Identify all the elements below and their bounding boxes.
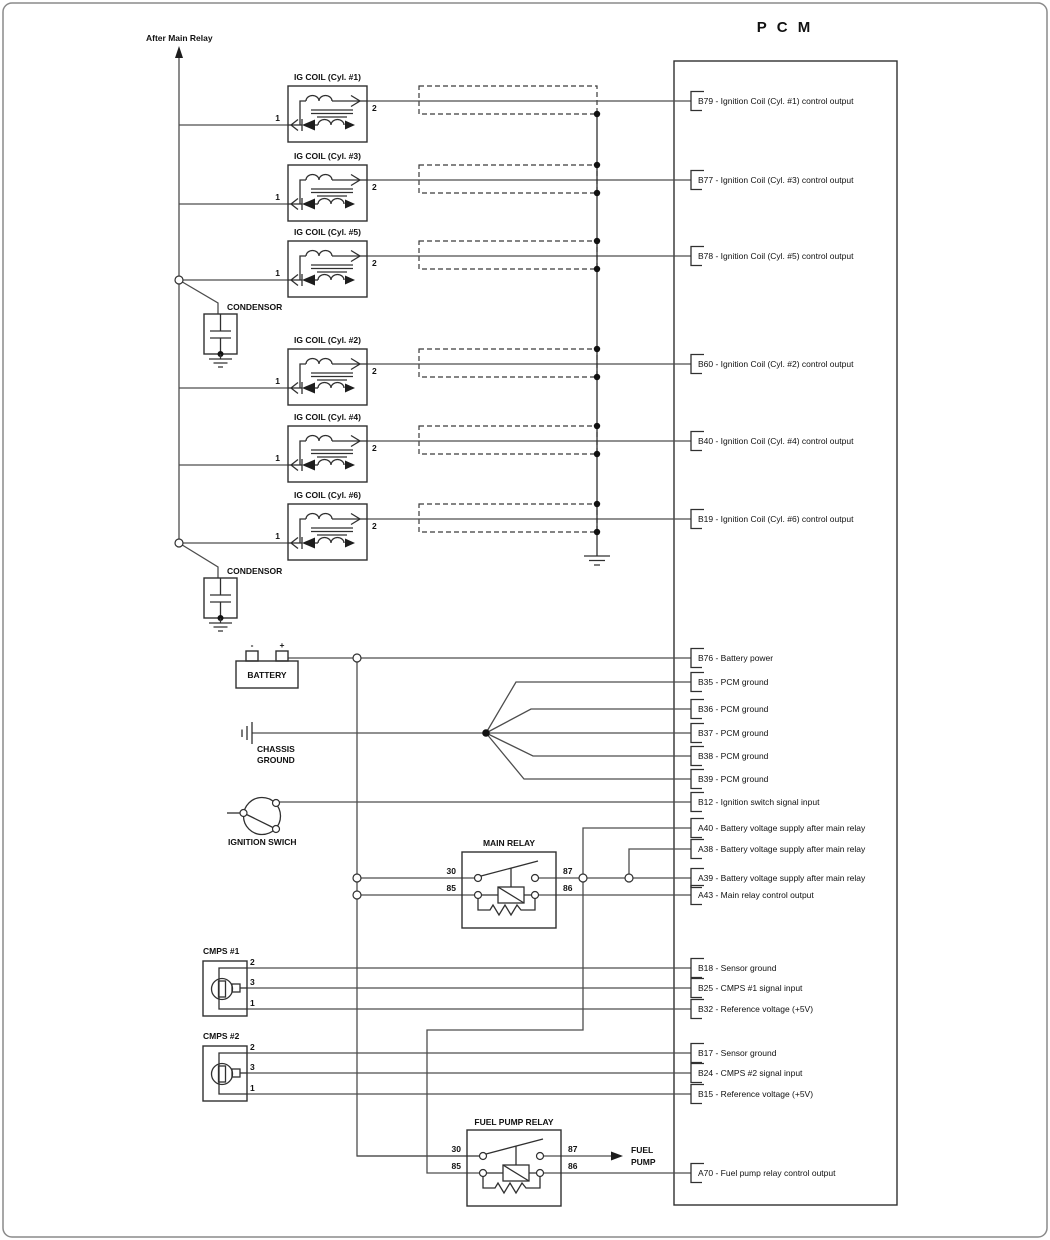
pcm-pin-label-B36: B36 - PCM ground [698,704,769,714]
condensor-label: CONDENSOR [227,302,283,312]
pcm-pin-label-B18: B18 - Sensor ground [698,963,777,973]
ig-coil-label: IG COIL (Cyl. #6) [294,490,361,500]
main-relay-pin87: 87 [563,866,573,876]
pcm-pin-label-B12: B12 - Ignition switch signal input [698,797,820,807]
cmps-label: CMPS #1 [203,946,240,956]
pcm-pin-label-A70: A70 - Fuel pump relay control output [698,1168,836,1178]
pin2-number: 2 [372,258,377,268]
main-relay-pin86: 86 [563,883,573,893]
pin2-number: 2 [372,366,377,376]
ground-fanout-dot [482,729,490,737]
main-relay-pin85: 85 [446,883,456,893]
pin2-number: 2 [372,103,377,113]
pin1-number: 1 [275,192,280,202]
fuel-pump-label-1: FUEL [631,1145,654,1155]
pin1-number: 1 [275,268,280,278]
cmps-pin2-number: 2 [250,1042,255,1052]
battery-label: BATTERY [247,670,287,680]
battery-plus-sign: + [279,640,285,650]
fuel-pump-relay-pin85: 85 [451,1161,461,1171]
pcm-pin-label-A40: A40 - Battery voltage supply after main relay [698,823,866,833]
pcm-pin-label-B40: B40 - Ignition Coil (Cyl. #4) control output [698,436,854,446]
battery-minus-sign: - [250,640,254,650]
pcm-pin-label-A39: A39 - Battery voltage supply after main relay [698,873,866,883]
ig-coil-label: IG COIL (Cyl. #2) [294,335,361,345]
main-relay-label: MAIN RELAY [482,838,536,848]
pcm-pin-label-B76: B76 - Battery power [698,653,774,663]
pcm-pin-label-B19: B19 - Ignition Coil (Cyl. #6) control output [698,514,854,524]
cmps-pin2-number: 2 [250,957,255,967]
pcm-pin-label-B35: B35 - PCM ground [698,677,769,687]
pcm-pin-label-B24: B24 - CMPS #2 signal input [698,1068,803,1078]
ignition-switch-label: IGNITION SWICH [228,837,297,847]
fuel-pump-relay-pin87: 87 [568,1144,578,1154]
fuel-pump-relay-label: FUEL PUMP RELAY [474,1117,554,1127]
pcm-pin-label-B17: B17 - Sensor ground [698,1048,777,1058]
pin1-number: 1 [275,113,280,123]
pin2-number: 2 [372,521,377,531]
pcm-title: P C M [756,19,814,36]
pcm-pin-label-A38: A38 - Battery voltage supply after main relay [698,844,866,854]
cmps-pin1-number: 1 [250,1083,255,1093]
ig-coil-label: IG COIL (Cyl. #1) [294,72,361,82]
ig-coil-label: IG COIL (Cyl. #5) [294,227,361,237]
page-border [3,3,1047,1237]
main-relay-pin30: 30 [446,866,456,876]
fuel-pump-label-2: PUMP [631,1157,656,1167]
cmps-pin3-number: 3 [250,1062,255,1072]
ig-coil-label: IG COIL (Cyl. #3) [294,151,361,161]
pcm-pin-label-B38: B38 - PCM ground [698,751,769,761]
pcm-pin-label-A43: A43 - Main relay control output [698,890,814,900]
pcm-pin-label-B39: B39 - PCM ground [698,774,769,784]
pcm-pin-label-B37: B37 - PCM ground [698,728,769,738]
pin1-number: 1 [275,376,280,386]
pin1-number: 1 [275,453,280,463]
pin2-number: 2 [372,443,377,453]
fuel-pump-relay-pin30: 30 [451,1144,461,1154]
condensor-label: CONDENSOR [227,566,283,576]
pcm-pin-label-B25: B25 - CMPS #1 signal input [698,983,803,993]
after-main-relay-label: After Main Relay [146,33,213,43]
pcm-pin-label-B77: B77 - Ignition Coil (Cyl. #3) control output [698,175,854,185]
chassis-ground-label-2: GROUND [257,755,295,765]
pcm-pin-label-B79: B79 - Ignition Coil (Cyl. #1) control output [698,96,854,106]
ig-coil-label: IG COIL (Cyl. #4) [294,412,361,422]
pin2-number: 2 [372,182,377,192]
pcm-pin-label-B32: B32 - Reference voltage (+5V) [698,1004,814,1014]
pcm-pin-label-B15: B15 - Reference voltage (+5V) [698,1089,814,1099]
chassis-ground-label-1: CHASSIS [257,744,295,754]
pin1-number: 1 [275,531,280,541]
pcm-pin-label-B60: B60 - Ignition Coil (Cyl. #2) control output [698,359,854,369]
fuel-pump-relay-pin86: 86 [568,1161,578,1171]
cmps-pin3-number: 3 [250,977,255,987]
cmps-pin1-number: 1 [250,998,255,1008]
cmps-label: CMPS #2 [203,1031,240,1041]
pcm-pin-label-B78: B78 - Ignition Coil (Cyl. #5) control output [698,251,854,261]
